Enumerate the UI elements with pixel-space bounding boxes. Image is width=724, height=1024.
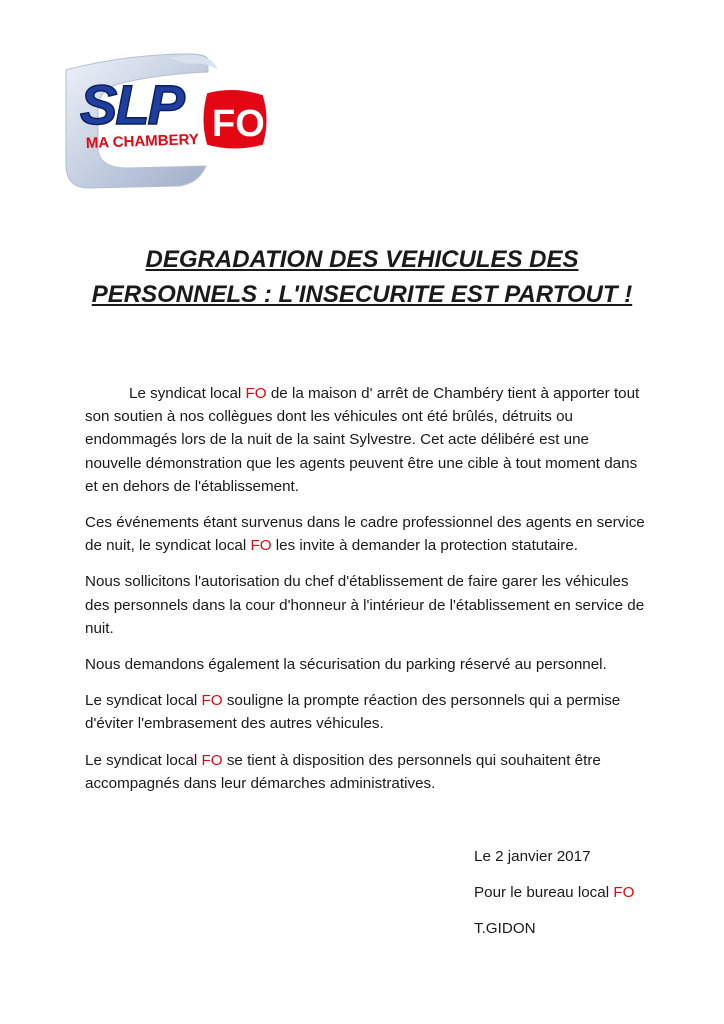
logo-fo-badge bbox=[202, 88, 268, 150]
signature-name: T.GIDON bbox=[474, 919, 536, 937]
logo-site-text: MA CHAMBERY bbox=[85, 131, 200, 152]
logo-fo-text: FO bbox=[212, 103, 265, 145]
slp-fo-logo bbox=[58, 50, 278, 190]
title-line-1: DEGRADATION DES VEHICULES DES bbox=[145, 246, 579, 273]
fo-mention: FO bbox=[250, 537, 272, 555]
fo-mention: FO bbox=[201, 751, 223, 769]
fo-mention: FO bbox=[613, 883, 635, 901]
title-line-2: PERSONNELS : L'INSECURITE EST PARTOUT ! bbox=[91, 281, 633, 308]
paragraph-5: Le syndicat local FO souligne la prompte réaction des personnels qui a permise d'éviter l'embrasement des autres véhicules. bbox=[85, 692, 621, 733]
paragraph-2: Ces événements étant survenus dans le cadre professionnel des agents en service de nuit, le syndicat local FO les invite à demander la protection statutaire. bbox=[85, 514, 645, 555]
signature-date: Le 2 janvier 2017 bbox=[474, 848, 591, 865]
fo-mention: FO bbox=[201, 692, 223, 710]
paragraph-6: Le syndicat local FO se tient à disposition des personnels qui souhaitent être accompagnés dans leur démarches administratives. bbox=[85, 751, 601, 792]
paragraph-1: Le syndicat local FO de la maison d' arrêt de Chambéry tient à apporter tout son soutien à nos collègues dont les véhicules ont été brûlés, détruits ou endommagés lors de la nuit de la saint Sylvestre. Cet acte délibéré est une nouvelle démonstration que les agents peuvent être une cible à tout moment dans et en dehors de l'établissement. bbox=[85, 385, 640, 495]
paragraph-3: Nous sollicitons l'autorisation du chef d'établissement de faire garer les véhicules des personnels dans la cour d'honneur à l'intérieur de l'établissement en service de nuit. bbox=[85, 573, 645, 637]
signature-for: Pour le bureau local FO bbox=[474, 883, 635, 901]
signature-block bbox=[474, 845, 634, 952]
page-title bbox=[40, 242, 684, 312]
paragraph-4: Nous demandons également la sécurisation du parking réservé au personnel. bbox=[85, 656, 607, 674]
fo-mention: FO bbox=[245, 385, 267, 402]
letter-body bbox=[85, 382, 645, 808]
logo-slp-text: SLP bbox=[80, 73, 183, 136]
